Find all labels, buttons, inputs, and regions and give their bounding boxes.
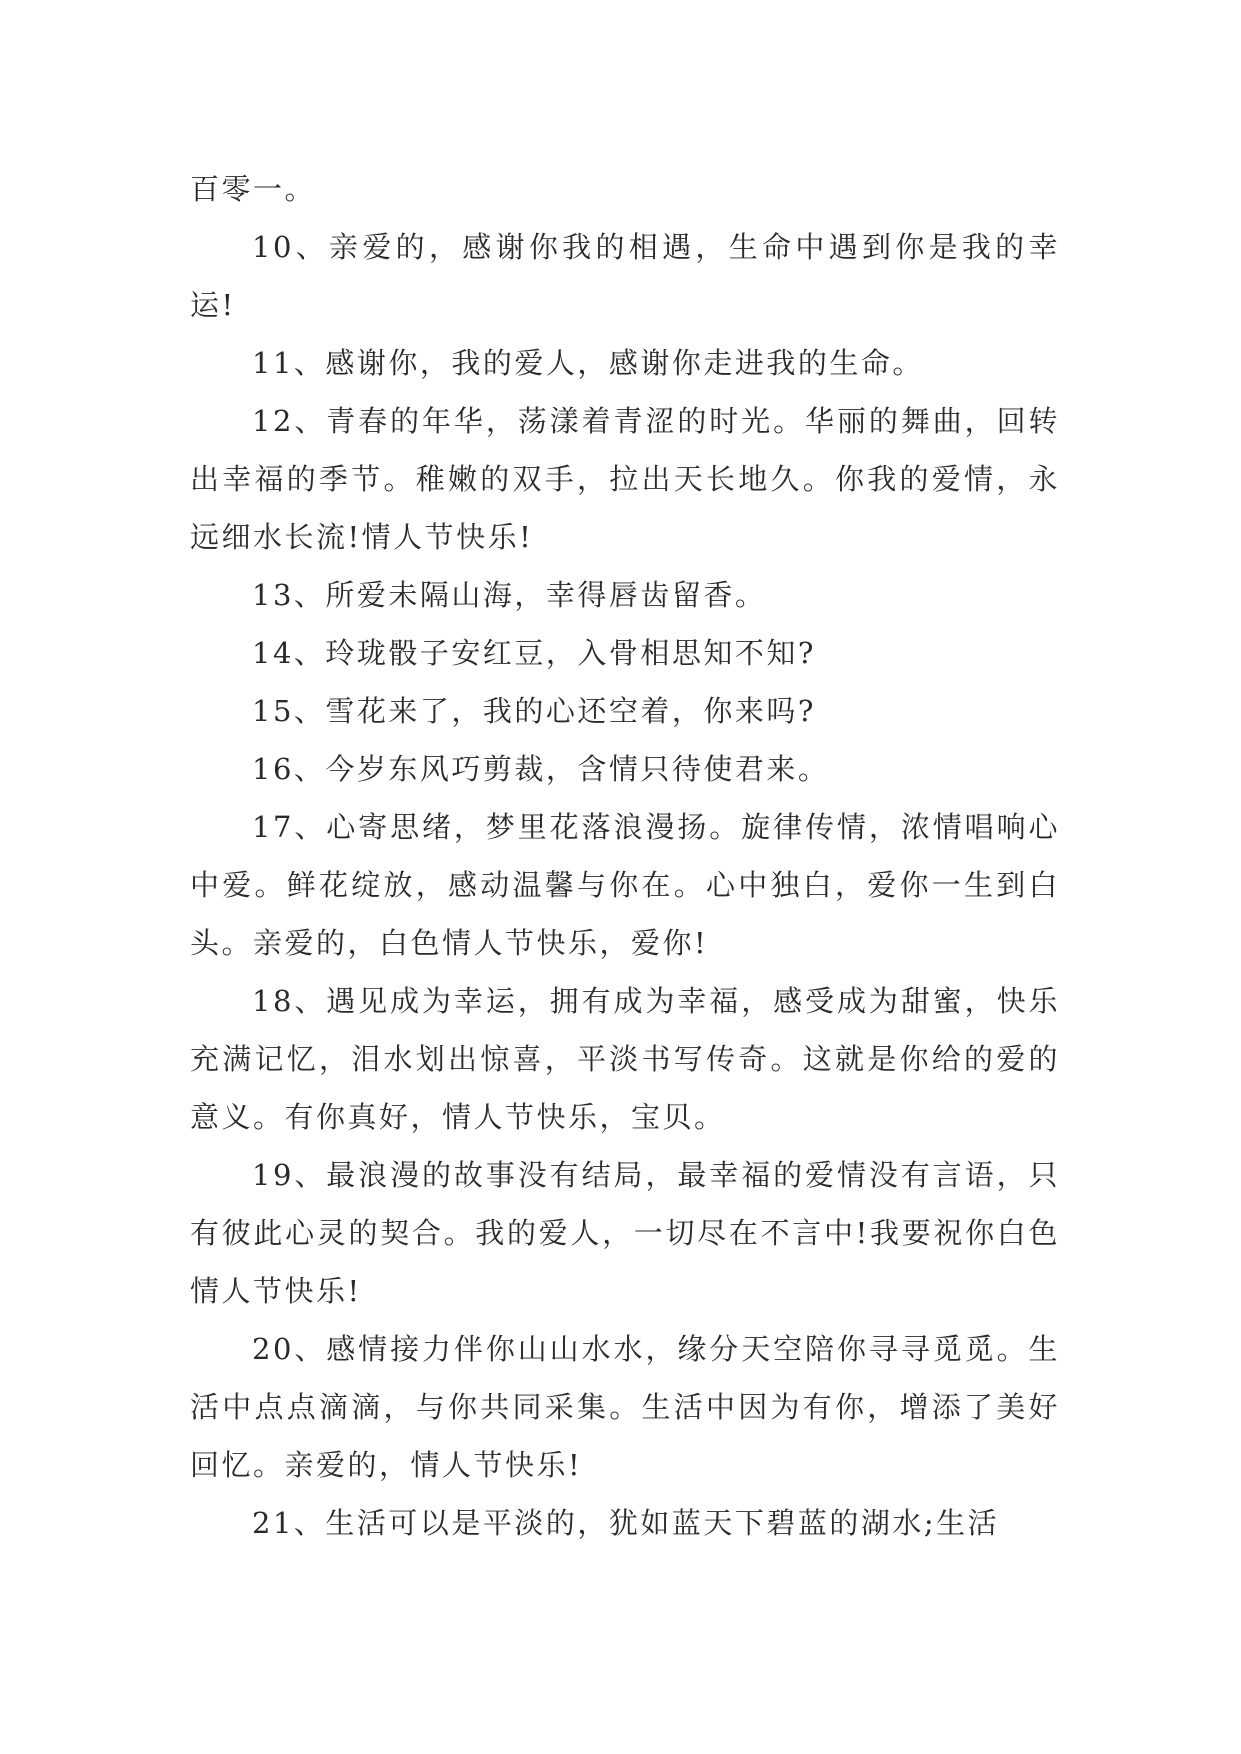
paragraph-continuation: 百零一。	[190, 172, 317, 206]
paragraph-item-12: 12、青春的年华，荡漾着青涩的时光。华丽的舞曲，回转出幸福的季节。稚嫩的双手，拉出天长地久。你我的爱情，永远细水长流!情人节快乐!	[190, 404, 1060, 554]
paragraph-item-11: 11、感谢你，我的爱人，感谢你走进我的生命。	[252, 346, 924, 380]
paragraph-item-20: 20、感情接力伴你山山水水，缘分天空陪你寻寻觅觅。生活中点点滴滴，与你共同采集。生活中因为有你，增添了美好回忆。亲爱的，情人节快乐!	[190, 1332, 1060, 1482]
paragraph-item-15: 15、雪花来了，我的心还空着，你来吗?	[252, 694, 816, 728]
document-body	[190, 160, 1060, 1552]
paragraph-item-10: 10、亲爱的，感谢你我的相遇，生命中遇到你是我的幸运!	[190, 230, 1060, 322]
paragraph-item-17: 17、心寄思绪，梦里花落浪漫扬。旋律传情，浓情唱响心中爱。鲜花绽放，感动温馨与你在。心中独白，爱你一生到白头。亲爱的，白色情人节快乐，爱你!	[190, 810, 1060, 960]
paragraph-item-21: 21、生活可以是平淡的，犹如蓝天下碧蓝的湖水;生活	[252, 1506, 1000, 1540]
paragraph-item-13: 13、所爱未隔山海，幸得唇齿留香。	[252, 578, 767, 612]
paragraph-item-18: 18、遇见成为幸运，拥有成为幸福，感受成为甜蜜，快乐充满记忆，泪水划出惊喜，平淡书写传奇。这就是你给的爱的意义。有你真好，情人节快乐，宝贝。	[190, 984, 1060, 1134]
paragraph-item-19: 19、最浪漫的故事没有结局，最幸福的爱情没有言语，只有彼此心灵的契合。我的爱人，一切尽在不言中!我要祝你白色情人节快乐!	[190, 1158, 1060, 1308]
paragraph-item-14: 14、玲珑骰子安红豆，入骨相思知不知?	[252, 636, 816, 670]
paragraph-item-16: 16、今岁东风巧剪裁，含情只待使君来。	[252, 752, 830, 786]
